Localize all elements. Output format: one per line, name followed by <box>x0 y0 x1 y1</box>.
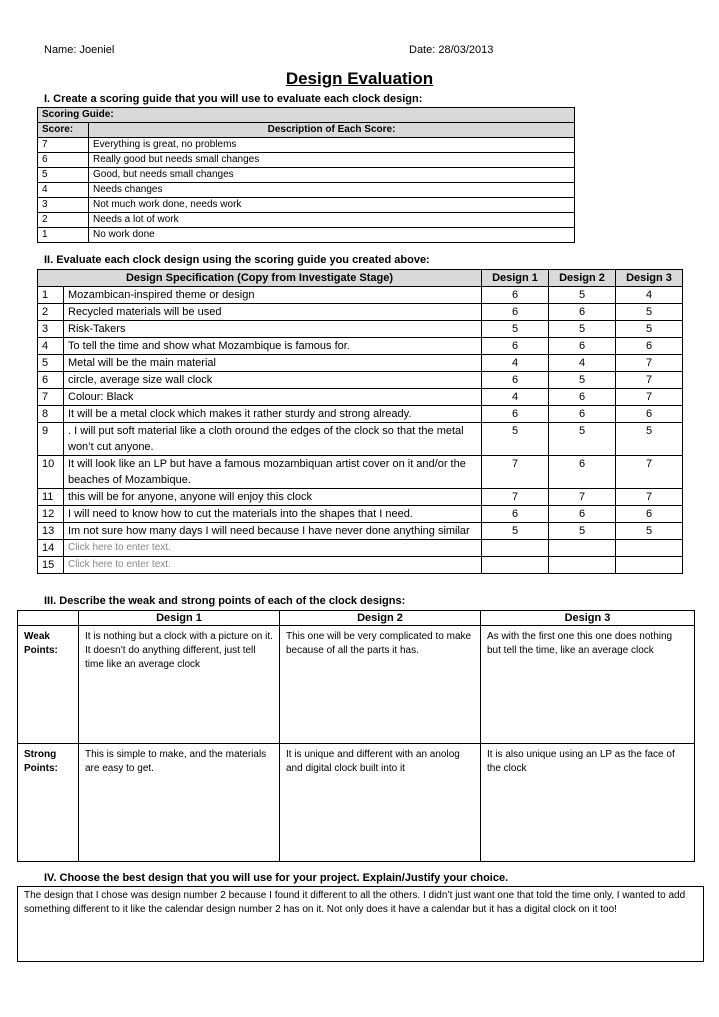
design-1-score[interactable]: 5 <box>482 423 549 456</box>
design-3-score[interactable]: 6 <box>616 506 683 523</box>
weak-points-design-1[interactable]: It is nothing but a clock with a picture on it. It doesn’t do anything different, just tell time like an average clock <box>79 626 280 744</box>
design-1-column-header: Design 1 <box>482 270 549 287</box>
evaluation-row <box>38 540 683 557</box>
score-description: Really good but needs small changes <box>89 153 575 168</box>
spec-text[interactable]: It will be a metal clock which makes it rather sturdy and strong already. <box>64 406 482 423</box>
spec-text[interactable]: circle, average size wall clock <box>64 372 482 389</box>
design-3-score[interactable]: 7 <box>616 372 683 389</box>
score-value: 3 <box>38 198 89 213</box>
score-description: Needs changes <box>89 183 575 198</box>
design-2-score[interactable]: 5 <box>549 523 616 540</box>
evaluation-row <box>38 355 683 372</box>
weak-points-design-2[interactable]: This one will be very complicated to make because of all the parts it has. <box>280 626 481 744</box>
spec-number: 8 <box>38 406 64 423</box>
page-title: Design Evaluation <box>285 69 434 88</box>
scoring-guide-row <box>38 213 575 228</box>
design-2-score[interactable]: 5 <box>549 321 616 338</box>
design-1-score[interactable]: 6 <box>482 406 549 423</box>
points-design-1-header: Design 1 <box>79 611 280 626</box>
weak-points-label: Weak Points: <box>18 626 79 744</box>
spec-number: 13 <box>38 523 64 540</box>
design-1-score[interactable]: 4 <box>482 355 549 372</box>
weak-points-design-3[interactable]: As with the first one this one does nothing but tell the time, like an average clock <box>481 626 695 744</box>
design-2-score[interactable]: 5 <box>549 423 616 456</box>
spec-text[interactable]: Im not sure how many days I will need because I have never done anything similar <box>64 523 482 540</box>
score-value: 5 <box>38 168 89 183</box>
design-2-score[interactable]: 5 <box>549 372 616 389</box>
spec-text[interactable]: Metal will be the main material <box>64 355 482 372</box>
evaluation-row <box>38 304 683 321</box>
evaluation-row <box>38 287 683 304</box>
design-1-score[interactable]: 6 <box>482 338 549 355</box>
design-3-score[interactable]: 5 <box>616 423 683 456</box>
points-corner-cell <box>18 611 79 626</box>
evaluation-row <box>38 557 683 574</box>
design-1-score[interactable]: 6 <box>482 304 549 321</box>
spec-number: 12 <box>38 506 64 523</box>
evaluation-row <box>38 456 683 489</box>
section-4-heading: IV. Choose the best design that you will use for your project. Explain/Justify your choice. <box>44 872 509 884</box>
design-3-score[interactable]: 5 <box>616 321 683 338</box>
scoring-guide-row <box>38 138 575 153</box>
evaluation-row <box>38 506 683 523</box>
score-value: 7 <box>38 138 89 153</box>
spec-text[interactable]: I will need to know how to cut the materials into the shapes that I need. <box>64 506 482 523</box>
design-1-score[interactable] <box>482 557 549 574</box>
design-3-score[interactable]: 7 <box>616 355 683 372</box>
strong-points-design-1[interactable]: This is simple to make, and the materials are easy to get. <box>79 744 280 862</box>
design-2-score[interactable]: 4 <box>549 355 616 372</box>
design-3-column-header: Design 3 <box>616 270 683 287</box>
section-1-heading: I. Create a scoring guide that you will use to evaluate each clock design: <box>44 93 423 105</box>
evaluation-row <box>38 372 683 389</box>
strong-points-label: Strong Points: <box>18 744 79 862</box>
design-2-score[interactable] <box>549 557 616 574</box>
design-3-score[interactable]: 7 <box>616 389 683 406</box>
design-1-score[interactable]: 7 <box>482 489 549 506</box>
evaluation-row <box>38 423 683 456</box>
strong-points-design-2[interactable]: It is unique and different with an anolog and digital clock built into it <box>280 744 481 862</box>
design-3-score[interactable]: 5 <box>616 523 683 540</box>
score-column-header: Score: <box>38 123 89 138</box>
design-1-score[interactable]: 4 <box>482 389 549 406</box>
spec-text[interactable]: It will look like an LP but have a famous mozambiquan artist cover on it and/or the beaches of Mozambique. <box>64 456 482 489</box>
design-2-column-header: Design 2 <box>549 270 616 287</box>
design-2-score[interactable]: 5 <box>549 287 616 304</box>
design-2-score[interactable]: 6 <box>549 456 616 489</box>
spec-number: 15 <box>38 557 64 574</box>
score-value: 2 <box>38 213 89 228</box>
design-1-score[interactable]: 6 <box>482 372 549 389</box>
scoring-guide-row <box>38 198 575 213</box>
design-3-score[interactable] <box>616 540 683 557</box>
design-1-score[interactable]: 6 <box>482 506 549 523</box>
scoring-guide-row <box>38 168 575 183</box>
spec-number: 5 <box>38 355 64 372</box>
spec-number: 3 <box>38 321 64 338</box>
design-3-score[interactable]: 7 <box>616 456 683 489</box>
evaluation-row <box>38 338 683 355</box>
spec-number: 6 <box>38 372 64 389</box>
score-description: Needs a lot of work <box>89 213 575 228</box>
evaluation-row <box>38 321 683 338</box>
design-1-score[interactable]: 6 <box>482 287 549 304</box>
section-3-heading: III. Describe the weak and strong points of each of the clock designs: <box>44 595 406 607</box>
points-design-2-header: Design 2 <box>280 611 481 626</box>
student-name: Name: Joeniel <box>44 44 115 56</box>
spec-number: 2 <box>38 304 64 321</box>
scoring-guide-table <box>37 107 575 243</box>
design-1-score[interactable]: 7 <box>482 456 549 489</box>
section-2-heading: II. Evaluate each clock design using the scoring guide you created above: <box>44 254 430 266</box>
justification-answer[interactable]: The design that I chose was design number 2 because I found it different to all the others. I didn’t just want one that told the time only, I wanted to add something different to it like the calendar design number 2 has on it. Not only does it have a calendar but it has a digital clock on it too! <box>17 886 704 962</box>
strong-points-design-3[interactable]: It is also unique using an LP as the face of the clock <box>481 744 695 862</box>
design-2-score[interactable]: 6 <box>549 389 616 406</box>
description-column-header: Description of Each Score: <box>89 123 575 138</box>
spec-text[interactable]: Recycled materials will be used <box>64 304 482 321</box>
design-2-score[interactable]: 6 <box>549 304 616 321</box>
evaluation-row <box>38 523 683 540</box>
evaluation-row <box>38 489 683 506</box>
spec-text[interactable]: Click here to enter text. <box>64 557 482 574</box>
evaluation-row <box>38 389 683 406</box>
date: Date: 28/03/2013 <box>409 44 494 56</box>
score-value: 6 <box>38 153 89 168</box>
scoring-guide-row <box>38 228 575 243</box>
spec-text[interactable]: Colour: Black <box>64 389 482 406</box>
design-3-score[interactable]: 5 <box>616 304 683 321</box>
design-1-score[interactable]: 5 <box>482 321 549 338</box>
score-description: Everything is great, no problems <box>89 138 575 153</box>
evaluation-row <box>38 406 683 423</box>
design-1-score[interactable]: 5 <box>482 523 549 540</box>
spec-text[interactable]: To tell the time and show what Mozambique is famous for. <box>64 338 482 355</box>
points-table <box>17 610 695 862</box>
spec-text[interactable]: Click here to enter text. <box>64 540 482 557</box>
score-description: Not much work done, needs work <box>89 198 575 213</box>
design-2-score[interactable]: 6 <box>549 338 616 355</box>
spec-text[interactable]: Risk-Takers <box>64 321 482 338</box>
spec-text[interactable]: . I will put soft material like a cloth oround the edges of the clock so that the metal won’t cut anyone. <box>64 423 482 456</box>
design-3-score[interactable]: 4 <box>616 287 683 304</box>
score-description: No work done <box>89 228 575 243</box>
spec-number: 14 <box>38 540 64 557</box>
design-2-score[interactable]: 7 <box>549 489 616 506</box>
evaluation-table <box>37 269 683 574</box>
design-3-score[interactable]: 6 <box>616 338 683 355</box>
design-3-score[interactable]: 6 <box>616 406 683 423</box>
spec-number: 7 <box>38 389 64 406</box>
design-2-score[interactable]: 6 <box>549 506 616 523</box>
design-2-score[interactable] <box>549 540 616 557</box>
spec-column-header: Design Specification (Copy from Investigate Stage) <box>38 270 482 287</box>
design-3-score[interactable] <box>616 557 683 574</box>
spec-text[interactable]: Mozambican-inspired theme or design <box>64 287 482 304</box>
spec-text[interactable]: this will be for anyone, anyone will enjoy this clock <box>64 489 482 506</box>
design-1-score[interactable] <box>482 540 549 557</box>
scoring-guide-title: Scoring Guide: <box>38 108 575 123</box>
spec-number: 10 <box>38 456 64 489</box>
spec-number: 11 <box>38 489 64 506</box>
scoring-guide-row <box>38 153 575 168</box>
score-value: 1 <box>38 228 89 243</box>
design-3-score[interactable]: 7 <box>616 489 683 506</box>
spec-number: 9 <box>38 423 64 456</box>
spec-number: 1 <box>38 287 64 304</box>
scoring-guide-row <box>38 183 575 198</box>
score-description: Good, but needs small changes <box>89 168 575 183</box>
points-design-3-header: Design 3 <box>481 611 695 626</box>
design-2-score[interactable]: 6 <box>549 406 616 423</box>
score-value: 4 <box>38 183 89 198</box>
spec-number: 4 <box>38 338 64 355</box>
